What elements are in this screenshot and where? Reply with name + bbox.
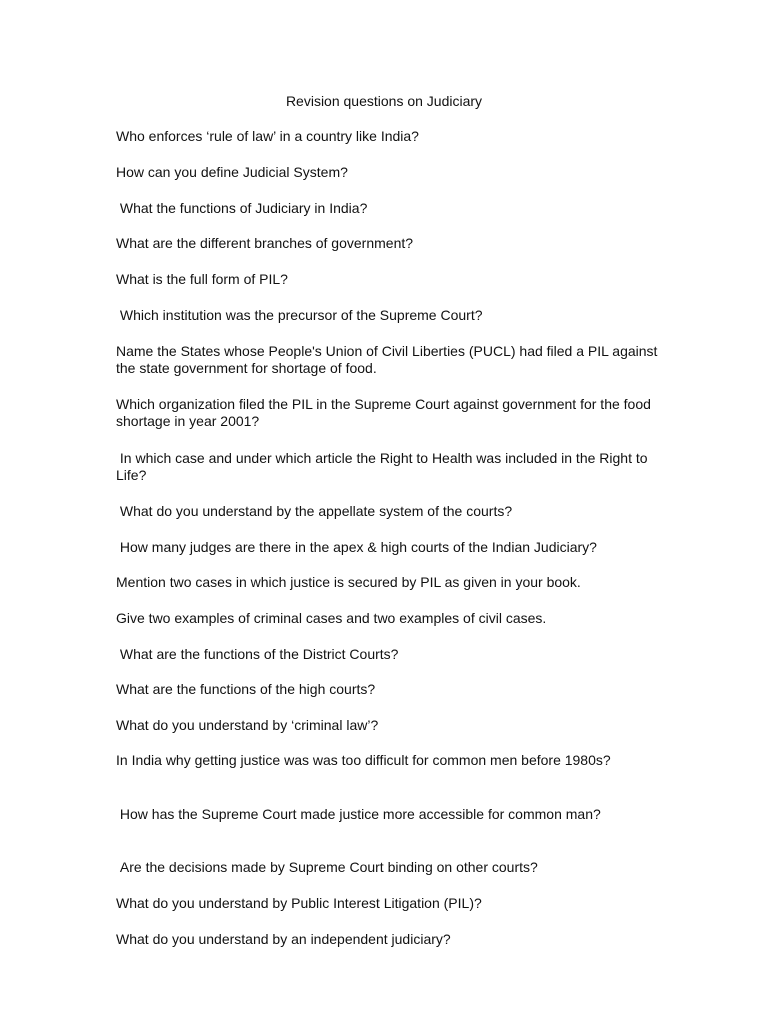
question-item: Which organization filed the PIL in the Supreme Court against government for the food shortage in year 2001? <box>116 396 655 429</box>
question-item: Who enforces ‘rule of law’ in a country like India? <box>116 128 419 144</box>
question-item: Are the decisions made by Supreme Court binding on other courts? <box>116 859 538 875</box>
question-item: What do you understand by an independent judiciary? <box>116 931 451 947</box>
question-item: How has the Supreme Court made justice more accessible for common man? <box>116 806 601 822</box>
question-item: What do you understand by Public Interest Litigation (PIL)? <box>116 895 482 911</box>
question-item: What the functions of Judiciary in India? <box>116 200 368 216</box>
question-item: How many judges are there in the apex & high courts of the Indian Judiciary? <box>116 539 597 555</box>
question-item: Which institution was the precursor of the Supreme Court? <box>116 307 483 323</box>
question-item: In India why getting justice was was too difficult for common men before 1980s? <box>116 752 611 768</box>
question-item: What do you understand by the appellate system of the courts? <box>116 503 513 519</box>
question-item: What are the functions of the District Courts? <box>116 646 399 662</box>
question-item: Mention two cases in which justice is secured by PIL as given in your book. <box>116 574 581 590</box>
document-title: Revision questions on Judiciary <box>285 93 483 109</box>
question-item: What are the functions of the high courts? <box>116 681 376 697</box>
question-item: What are the different branches of government? <box>116 235 414 251</box>
question-item: Name the States whose People's Union of Civil Liberties (PUCL) had filed a PIL against the state government for shortage of food. <box>116 343 662 376</box>
question-item: Give two examples of criminal cases and two examples of civil cases. <box>116 610 547 626</box>
question-item: What is the full form of PIL? <box>116 271 288 287</box>
question-item: What do you understand by ‘criminal law’? <box>116 717 379 733</box>
question-item: In which case and under which article the Right to Health was included in the Right to Life? <box>116 450 652 483</box>
question-item: How can you define Judicial System? <box>116 164 348 180</box>
